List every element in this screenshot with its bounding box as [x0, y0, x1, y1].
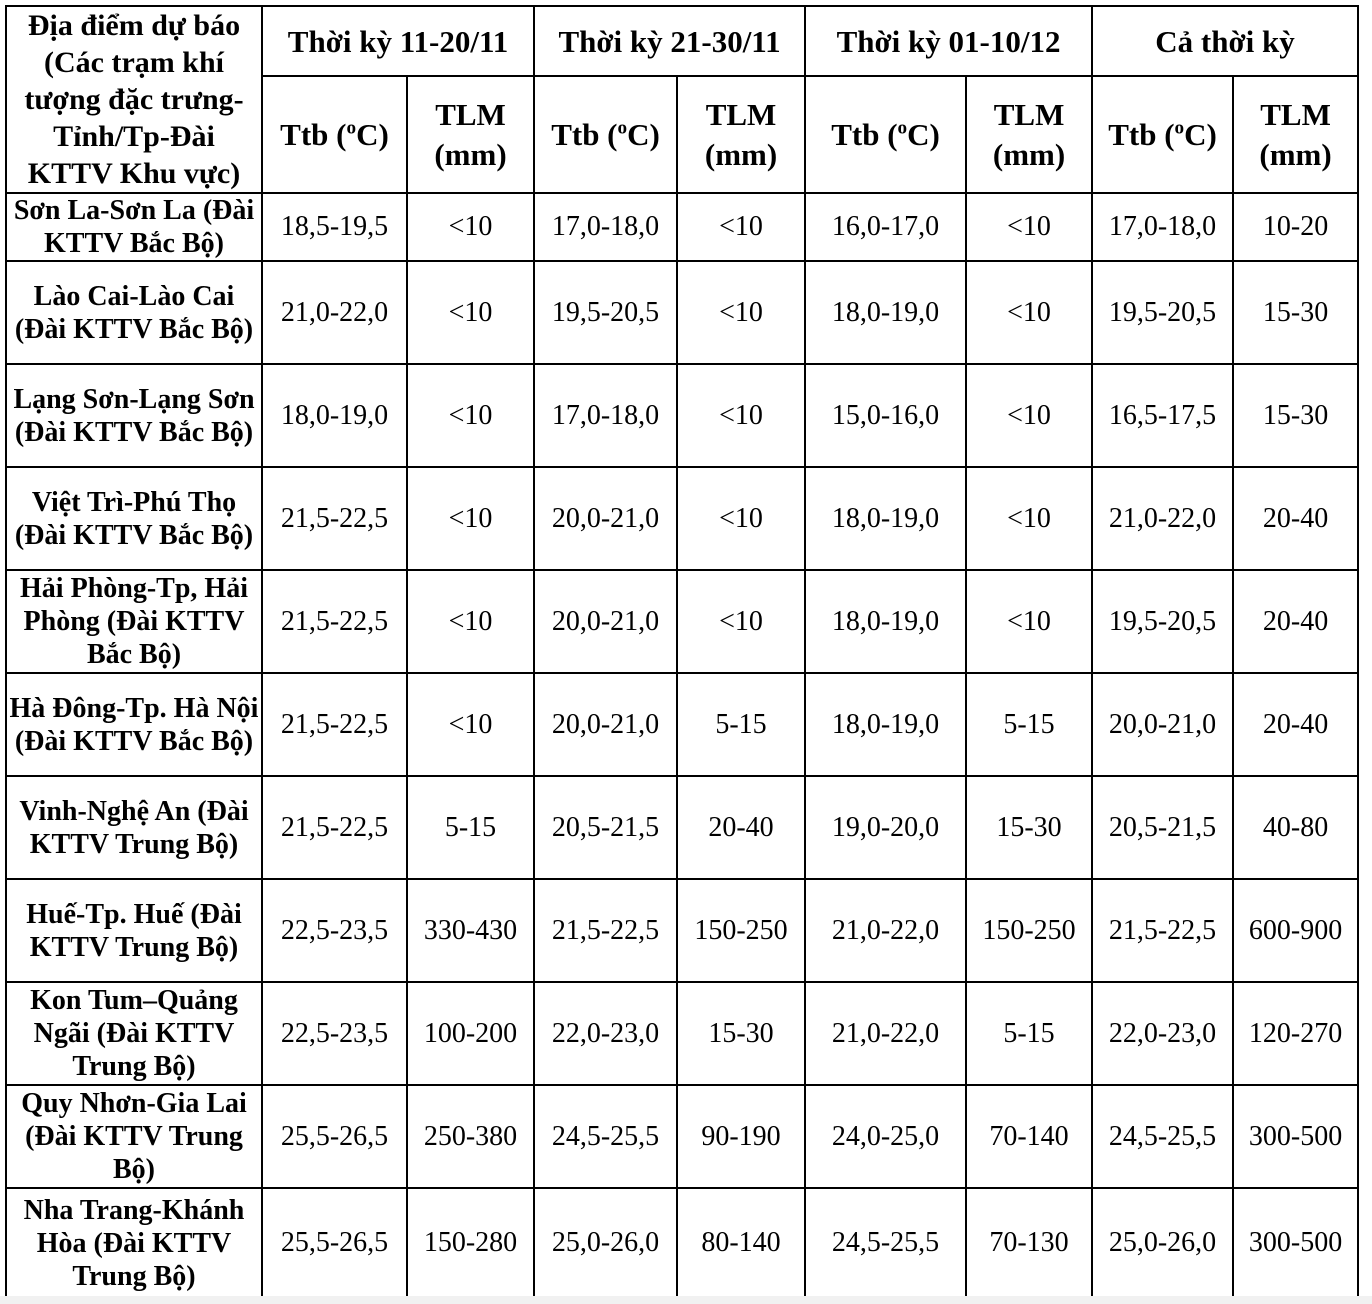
temperature-cell: 20,0-21,0 — [534, 467, 677, 570]
rainfall-cell: 70-130 — [966, 1188, 1092, 1298]
rainfall-cell: 5-15 — [966, 673, 1092, 776]
temperature-cell: 22,5-23,5 — [262, 879, 407, 982]
table-row — [6, 879, 1358, 982]
location-cell: Nha Trang-Khánh Hòa (Đài KTTV Trung Bộ) — [6, 1188, 262, 1298]
rainfall-cell: 5-15 — [407, 776, 534, 879]
rainfall-cell: <10 — [407, 364, 534, 467]
rainfall-cell: 120-270 — [1233, 982, 1358, 1085]
rainfall-cell: <10 — [407, 193, 534, 261]
rainfall-cell: <10 — [966, 193, 1092, 261]
location-cell: Vinh-Nghệ An (Đài KTTV Trung Bộ) — [6, 776, 262, 879]
temperature-cell: 21,5-22,5 — [262, 467, 407, 570]
rainfall-cell: 330-430 — [407, 879, 534, 982]
rainfall-cell: <10 — [407, 570, 534, 673]
table-row — [6, 570, 1358, 673]
rainfall-cell: 300-500 — [1233, 1188, 1358, 1298]
ttb-header: Ttb ($^o$C) — [534, 76, 677, 193]
location-cell: Lạng Sơn-Lạng Sơn (Đài KTTV Bắc Bộ) — [6, 364, 262, 467]
temperature-cell: 15,0-16,0 — [805, 364, 966, 467]
temperature-cell: 21,5-22,5 — [262, 776, 407, 879]
period-header: Thời kỳ 11-20/11 — [262, 6, 534, 76]
rainfall-cell: <10 — [966, 570, 1092, 673]
table-row — [6, 982, 1358, 1085]
period-header: Thời kỳ 21-30/11 — [534, 6, 805, 76]
rainfall-cell: 10-20 — [1233, 193, 1358, 261]
period-header: Thời kỳ 01-10/12 — [805, 6, 1092, 76]
period-header: Cả thời kỳ — [1092, 6, 1358, 76]
location-cell: Việt Trì-Phú Thọ (Đài KTTV Bắc Bộ) — [6, 467, 262, 570]
temperature-cell: 21,0-22,0 — [1092, 467, 1233, 570]
rainfall-cell: <10 — [407, 261, 534, 364]
rainfall-cell: 600-900 — [1233, 879, 1358, 982]
temperature-cell: 25,0-26,0 — [534, 1188, 677, 1298]
temperature-cell: 22,5-23,5 — [262, 982, 407, 1085]
rainfall-cell: <10 — [677, 261, 805, 364]
forecast-table — [5, 5, 1359, 1299]
temperature-cell: 18,0-19,0 — [805, 570, 966, 673]
rainfall-cell: <10 — [407, 467, 534, 570]
temperature-cell: 21,5-22,5 — [1092, 879, 1233, 982]
temperature-cell: 16,5-17,5 — [1092, 364, 1233, 467]
rainfall-cell: 90-190 — [677, 1085, 805, 1188]
temperature-cell: 21,5-22,5 — [262, 673, 407, 776]
temperature-cell: 20,5-21,5 — [534, 776, 677, 879]
rainfall-cell: <10 — [407, 673, 534, 776]
temperature-cell: 19,5-20,5 — [1092, 261, 1233, 364]
temperature-cell: 21,0-22,0 — [805, 982, 966, 1085]
tlm-header: TLM (mm) — [407, 76, 534, 193]
temperature-cell: 19,0-20,0 — [805, 776, 966, 879]
temperature-cell: 18,0-19,0 — [805, 261, 966, 364]
location-cell: Hải Phòng-Tp, Hải Phòng (Đài KTTV Bắc Bộ) — [6, 570, 262, 673]
table-row — [6, 261, 1358, 364]
temperature-cell: 21,5-22,5 — [262, 570, 407, 673]
temperature-cell: 21,5-22,5 — [534, 879, 677, 982]
rainfall-cell: <10 — [677, 467, 805, 570]
rainfall-cell: 15-30 — [677, 982, 805, 1085]
temperature-cell: 19,5-20,5 — [1092, 570, 1233, 673]
rainfall-cell: 100-200 — [407, 982, 534, 1085]
temperature-cell: 20,0-21,0 — [534, 570, 677, 673]
temperature-cell: 24,0-25,0 — [805, 1085, 966, 1188]
temperature-cell: 19,5-20,5 — [534, 261, 677, 364]
table-row — [6, 673, 1358, 776]
table-row — [6, 776, 1358, 879]
table-row — [6, 467, 1358, 570]
temperature-cell: 25,5-26,5 — [262, 1188, 407, 1298]
rainfall-cell: 80-140 — [677, 1188, 805, 1298]
rainfall-cell: 70-140 — [966, 1085, 1092, 1188]
location-cell: Quy Nhơn-Gia Lai (Đài KTTV Trung Bộ) — [6, 1085, 262, 1188]
temperature-cell: 16,0-17,0 — [805, 193, 966, 261]
ttb-header: Ttb ($^o$C) — [262, 76, 407, 193]
rainfall-cell: 15-30 — [1233, 261, 1358, 364]
table-row — [6, 1188, 1358, 1298]
temperature-cell: 24,5-25,5 — [1092, 1085, 1233, 1188]
rainfall-cell: 20-40 — [1233, 467, 1358, 570]
tlm-header: TLM (mm) — [677, 76, 805, 193]
temperature-cell: 18,0-19,0 — [805, 467, 966, 570]
temperature-cell: 25,0-26,0 — [1092, 1188, 1233, 1298]
temperature-cell: 21,0-22,0 — [262, 261, 407, 364]
ttb-header: Ttb ($^o$C) — [805, 76, 966, 193]
rainfall-cell: 20-40 — [677, 776, 805, 879]
temperature-cell: 21,0-22,0 — [805, 879, 966, 982]
temperature-cell: 18,5-19,5 — [262, 193, 407, 261]
rainfall-cell: 150-250 — [966, 879, 1092, 982]
rainfall-cell: 20-40 — [1233, 673, 1358, 776]
temperature-cell: 18,0-19,0 — [262, 364, 407, 467]
rainfall-cell: 15-30 — [1233, 364, 1358, 467]
rainfall-cell: 15-30 — [966, 776, 1092, 879]
tlm-header: TLM (mm) — [1233, 76, 1358, 193]
temperature-cell: 22,0-23,0 — [534, 982, 677, 1085]
rainfall-cell: 150-280 — [407, 1188, 534, 1298]
temperature-cell: 18,0-19,0 — [805, 673, 966, 776]
rainfall-cell: 150-250 — [677, 879, 805, 982]
rainfall-cell: 250-380 — [407, 1085, 534, 1188]
ttb-header: Ttb ($^o$C) — [1092, 76, 1233, 193]
rainfall-cell: <10 — [966, 261, 1092, 364]
page-footer-band — [0, 1296, 1372, 1304]
rainfall-cell: <10 — [677, 193, 805, 261]
rainfall-cell: 5-15 — [677, 673, 805, 776]
temperature-cell: 17,0-18,0 — [534, 193, 677, 261]
rainfall-cell: 5-15 — [966, 982, 1092, 1085]
temperature-cell: 17,0-18,0 — [1092, 193, 1233, 261]
rainfall-cell: <10 — [677, 570, 805, 673]
location-cell: Sơn La-Sơn La (Đài KTTV Bắc Bộ) — [6, 193, 262, 261]
rainfall-cell: <10 — [677, 364, 805, 467]
temperature-cell: 17,0-18,0 — [534, 364, 677, 467]
rainfall-cell: <10 — [966, 364, 1092, 467]
temperature-cell: 25,5-26,5 — [262, 1085, 407, 1188]
rainfall-cell: 20-40 — [1233, 570, 1358, 673]
location-cell: Lào Cai-Lào Cai (Đài KTTV Bắc Bộ) — [6, 261, 262, 364]
temperature-cell: 20,0-21,0 — [534, 673, 677, 776]
table-row — [6, 193, 1358, 261]
location-cell: Huế-Tp. Huế (Đài KTTV Trung Bộ) — [6, 879, 262, 982]
location-cell: Kon Tum–Quảng Ngãi (Đài KTTV Trung Bộ) — [6, 982, 262, 1085]
temperature-cell: 24,5-25,5 — [534, 1085, 677, 1188]
table-row — [6, 1085, 1358, 1188]
rainfall-cell: 40-80 — [1233, 776, 1358, 879]
table-row — [6, 364, 1358, 467]
temperature-cell: 22,0-23,0 — [1092, 982, 1233, 1085]
temperature-cell: 20,5-21,5 — [1092, 776, 1233, 879]
location-cell: Hà Đông-Tp. Hà Nội (Đài KTTV Bắc Bộ) — [6, 673, 262, 776]
location-header: Địa điểm dự báo (Các trạm khí tượng đặc trưng- Tỉnh/Tp-Đài KTTV Khu vực) — [6, 6, 262, 193]
tlm-header: TLM (mm) — [966, 76, 1092, 193]
rainfall-cell: 300-500 — [1233, 1085, 1358, 1188]
rainfall-cell: <10 — [966, 467, 1092, 570]
temperature-cell: 20,0-21,0 — [1092, 673, 1233, 776]
temperature-cell: 24,5-25,5 — [805, 1188, 966, 1298]
